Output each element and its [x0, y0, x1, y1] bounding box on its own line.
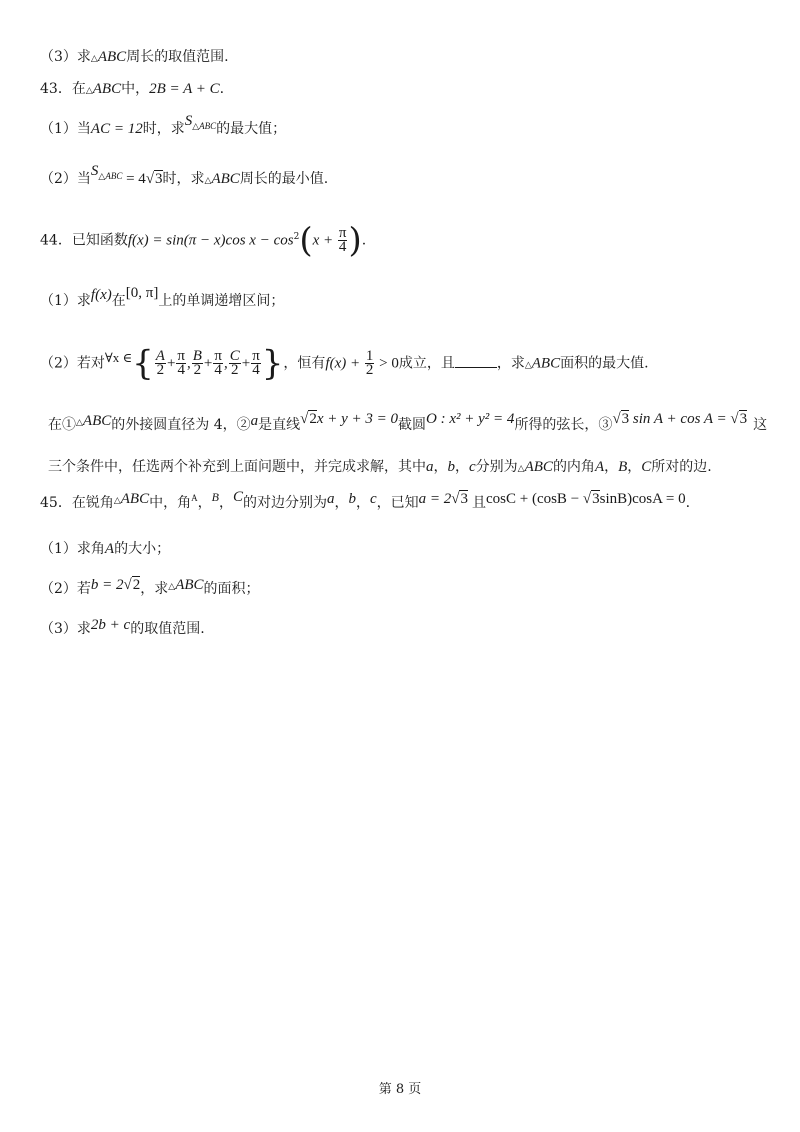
denominator: 2 — [365, 362, 374, 378]
text: 三个条件中，任选两个补充到上面问题中，并完成求解，其中 — [48, 459, 426, 475]
text: 面积的最大值. — [560, 355, 649, 372]
part-label: （3）求 — [40, 621, 91, 637]
math-b: b — [447, 459, 455, 475]
q44-conditions-cont — [48, 456, 712, 480]
part-label: （2）若对 — [40, 355, 105, 372]
part-label: （2）若 — [40, 581, 91, 597]
text: 周长的最小值. — [239, 171, 329, 187]
math-radicand: 3 — [460, 491, 468, 507]
triangle-symbol: △ — [85, 86, 93, 96]
part-label: （2）当 — [40, 171, 91, 187]
q45-part3 — [40, 618, 205, 640]
text: ，求 — [496, 355, 525, 372]
math-B: B — [618, 459, 628, 475]
math-equation: a = 2 — [418, 491, 452, 507]
q44-part2: （2）若对∀x ∈{ $\frac{A}{2}$ + $\frac{\pi}{4}$ , $\frac{B}{2}$ + $\frac{\pi}{4}$ , $\frac{C}{2}$ + $\frac{\pi}{4}$ }，恒有f(x) + $\frac{1}{2}$ > 0成立，且 ，求△ABC面积的最大值. — [40, 343, 649, 384]
math-C: C — [232, 489, 243, 505]
math-equation: sinB)cosA = 0 — [599, 491, 686, 507]
math-radicand: 3 — [621, 411, 630, 427]
denominator: 4 — [338, 239, 347, 256]
text: 的最大值； — [216, 121, 287, 137]
text: ，已知 — [376, 495, 419, 511]
question-number: 45． — [40, 495, 72, 511]
text: 在① — [48, 417, 76, 433]
math-condition: 2B = A + C — [149, 81, 220, 97]
sqrt-symbol: √ — [612, 411, 621, 427]
right-paren: ) — [348, 220, 362, 261]
denominator: 4 — [177, 362, 185, 378]
math-exponent: 2 — [293, 232, 300, 242]
math-circle-equation: O : x² + y² = 4 — [426, 411, 515, 427]
math-subscript: △ABC — [98, 171, 123, 181]
text: ， — [197, 495, 212, 511]
math-radicand: 3 — [155, 171, 163, 187]
text: 中， — [121, 81, 150, 97]
q45-part2 — [40, 578, 260, 602]
fraction-one-half — [365, 350, 375, 377]
text: ，恒有 — [283, 355, 326, 372]
text: ， — [218, 495, 233, 511]
math-area-symbol: S — [90, 163, 99, 179]
fraction-pi-over-4 — [251, 350, 261, 377]
page-number: 第 8 页 — [378, 1082, 422, 1097]
fraction-c-over-2 — [229, 350, 241, 377]
text: 的对边分别为 — [242, 495, 327, 511]
text: . — [219, 81, 225, 97]
q44-stem — [40, 220, 367, 261]
q45-stem — [40, 489, 691, 516]
text: ， — [334, 495, 349, 511]
text: 的外接圆直径为 4，② — [111, 417, 251, 433]
denominator: 2 — [230, 362, 239, 378]
fraction-pi-over-4 — [213, 350, 223, 377]
denominator: 4 — [252, 362, 260, 378]
math-a: a — [326, 491, 335, 507]
text: 分别为 — [475, 459, 518, 475]
sqrt-symbol: √ — [145, 171, 155, 187]
numerator: A — [155, 348, 165, 364]
math-function: f(x) = sin(π − x)cos x − cos — [127, 232, 294, 249]
text: 周长的取值范围. — [126, 49, 229, 65]
math-radicand: 3 — [739, 411, 748, 427]
q44-part1 — [40, 285, 285, 312]
math-abc: ABC — [175, 577, 204, 593]
math-line-equation: x + y + 3 = 0 — [316, 411, 399, 427]
math-abc: ABC — [211, 171, 240, 187]
q44-conditions — [48, 411, 768, 438]
triangle-symbol: △ — [113, 496, 121, 506]
math-A: A — [191, 493, 198, 503]
numerator: 1 — [365, 348, 374, 364]
triangle-symbol: △ — [524, 360, 532, 371]
math-abc: ABC — [120, 491, 150, 507]
sqrt-symbol: √ — [300, 411, 309, 427]
text: 所得的弦长，③ — [514, 417, 613, 433]
left-brace: { — [132, 343, 154, 384]
q43-part2 — [40, 163, 329, 192]
math-interval: [0, π] — [125, 285, 159, 301]
text: 所对的边. — [651, 459, 712, 475]
math-c: c — [469, 459, 476, 475]
text: 的大小； — [114, 541, 171, 557]
math-equation: = 4 — [122, 171, 146, 187]
text: . — [361, 232, 367, 249]
math-function: f(x) — [90, 287, 112, 303]
text: ， — [355, 495, 370, 511]
math-subscript: △ABC — [192, 121, 217, 131]
denominator: 4 — [214, 362, 222, 378]
math-abc: ABC — [97, 49, 127, 65]
math-abc: ABC — [524, 459, 553, 475]
denominator: 2 — [193, 362, 202, 378]
text: 已知函数 — [71, 232, 128, 249]
numerator: π — [252, 348, 260, 364]
math-b: b — [348, 491, 356, 507]
text: 在 — [71, 81, 86, 97]
math-equation: b = 2 — [90, 577, 124, 593]
text: 且 — [471, 495, 486, 511]
triangle-symbol: △ — [517, 464, 525, 474]
triangle-symbol: △ — [90, 54, 98, 64]
math-function: f(x) + — [325, 355, 364, 372]
text: ， — [627, 459, 642, 475]
math-equation: sin A + cos A = — [629, 411, 731, 427]
math-condition: AC = 12 — [90, 121, 143, 137]
left-paren: ( — [299, 220, 313, 261]
text: 的取值范围. — [130, 621, 205, 637]
triangle-symbol: △ — [168, 582, 176, 592]
fraction-pi-over-4 — [176, 350, 186, 377]
math-area-symbol: S — [184, 113, 193, 129]
denominator: 2 — [156, 362, 165, 378]
part-label: （1）当 — [40, 121, 91, 137]
sqrt-symbol: √ — [730, 411, 739, 427]
math-A: A — [594, 459, 605, 475]
text: . — [685, 495, 691, 511]
triangle-symbol: △ — [76, 418, 83, 428]
text: ，求 — [140, 581, 169, 597]
math-C: C — [641, 459, 652, 475]
math-abc: ABC — [82, 413, 112, 429]
math-radicand: 2 — [309, 411, 317, 427]
numerator: B — [192, 348, 202, 364]
math-a: a — [250, 413, 259, 429]
fraction-b-over-2 — [192, 350, 203, 377]
text: 时，求 — [142, 121, 185, 137]
math-inequality: > 0 — [375, 355, 399, 372]
question-number: 43． — [40, 81, 72, 97]
text: 的内角 — [552, 459, 595, 475]
q43-stem — [40, 78, 224, 102]
fraction-pi-over-4 — [338, 227, 348, 254]
numerator: C — [229, 348, 240, 364]
text: 成立，且 — [398, 355, 455, 372]
text: ， — [604, 459, 619, 475]
part-label: （1）求角 — [40, 541, 105, 557]
text: 时，求 — [162, 171, 205, 187]
numerator: π — [214, 348, 222, 364]
sqrt-symbol: √ — [451, 491, 460, 507]
sqrt-symbol: √ — [582, 491, 592, 507]
text: 中，角 — [149, 495, 192, 511]
part-label: （3）求 — [40, 49, 91, 65]
math-c: c — [369, 491, 377, 507]
fraction-a-over-2 — [155, 350, 166, 377]
part-label: （1）求 — [40, 293, 91, 309]
text: 在 — [111, 293, 126, 309]
text: 这 — [753, 417, 768, 433]
sqrt-symbol: √ — [123, 577, 132, 593]
math-B: B — [211, 490, 219, 504]
math-expression: x + — [312, 232, 337, 249]
math-forall: ∀x ∈ — [104, 349, 133, 365]
math-expression: 2b + c — [90, 617, 131, 633]
text: ， — [433, 459, 448, 475]
q43-part1 — [40, 113, 287, 141]
right-brace: } — [261, 343, 284, 384]
math-abc: ABC — [92, 81, 122, 97]
numerator: π — [338, 225, 347, 242]
text: 的面积； — [203, 581, 260, 597]
answer-blank[interactable] — [455, 353, 497, 368]
math-equation: cosC + (cosB − — [485, 491, 583, 507]
math-radicand: 3 — [592, 491, 600, 507]
math-abc: ABC — [531, 355, 561, 372]
text: 在锐角 — [71, 495, 114, 511]
math-a: a — [426, 459, 434, 475]
q45-part1 — [40, 538, 170, 560]
text: 是直线 — [258, 417, 301, 433]
q42-part3 — [40, 46, 229, 70]
text: 上的单调递增区间； — [158, 293, 285, 309]
math-A: A — [104, 541, 115, 557]
text: ， — [455, 459, 469, 475]
numerator: π — [177, 348, 185, 364]
text: 截圆 — [398, 417, 427, 433]
triangle-symbol: △ — [204, 176, 212, 186]
math-radicand: 2 — [132, 577, 141, 593]
question-number: 44． — [40, 232, 72, 249]
